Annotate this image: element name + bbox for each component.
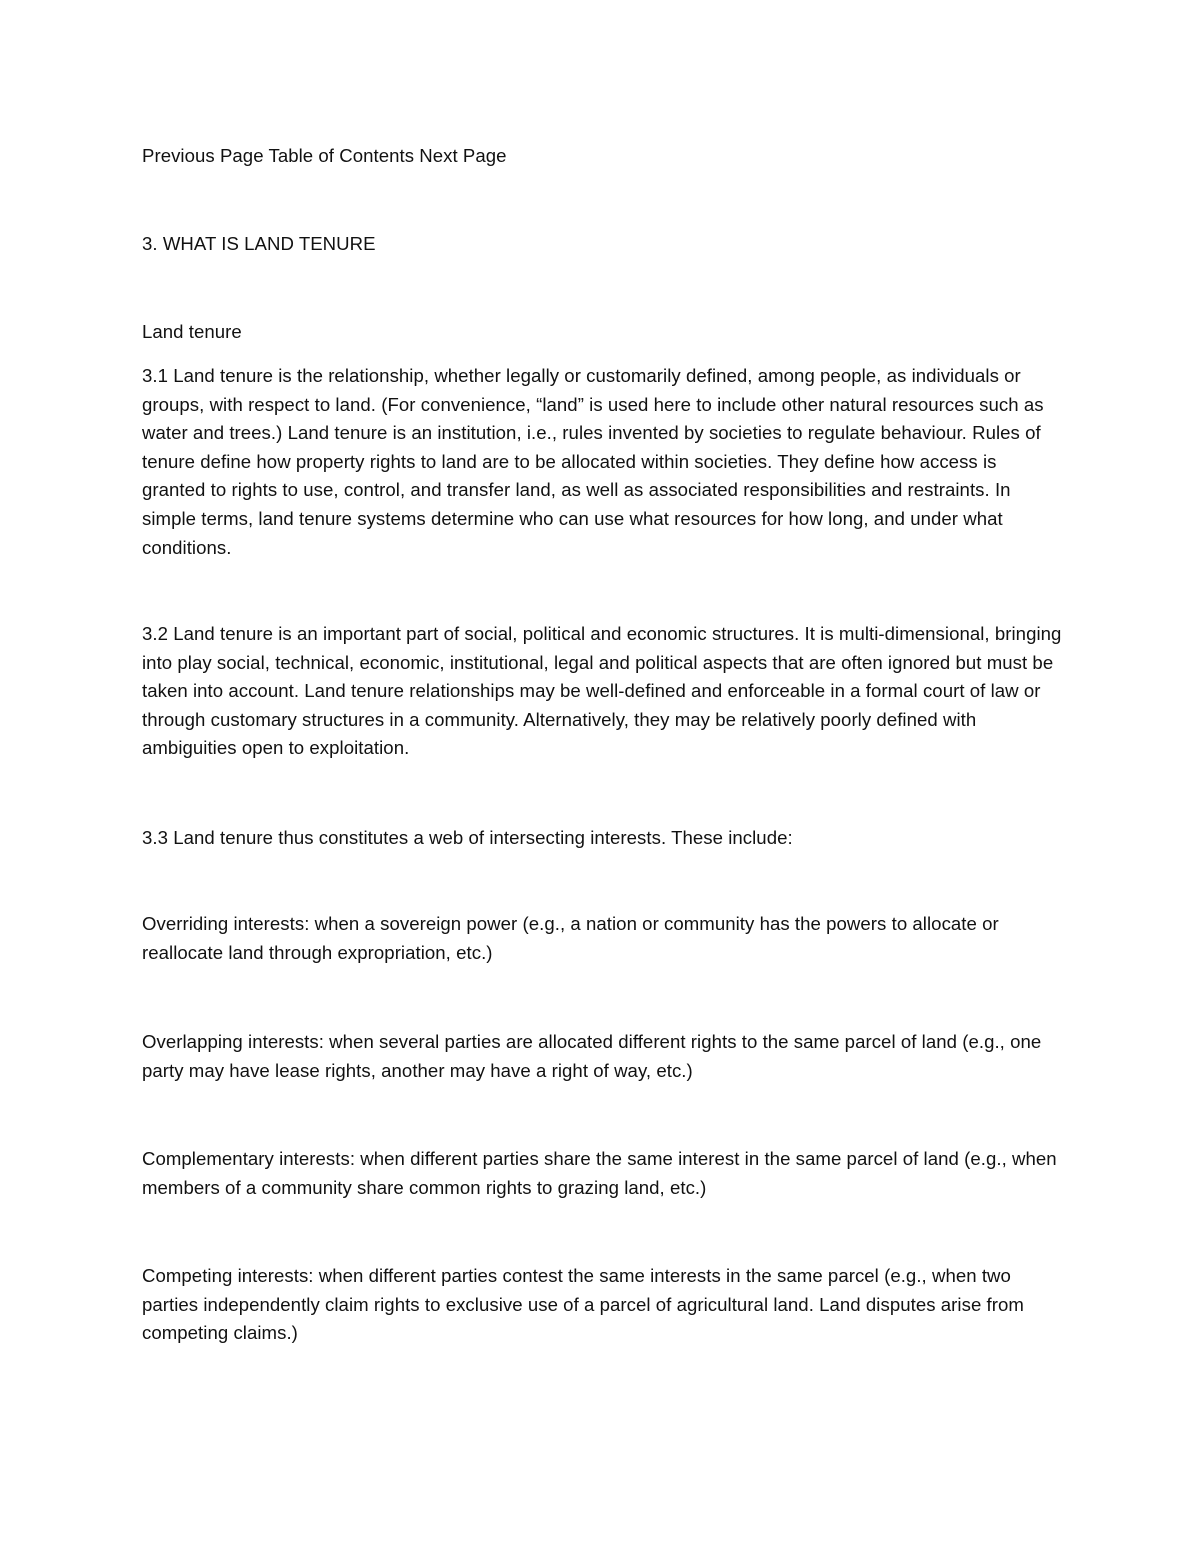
section-heading: 3. WHAT IS LAND TENURE: [142, 233, 376, 254]
paragraph-3-1: 3.1 Land tenure is the relationship, whether legally or customarily defined, among people, as individuals or groups, with respect to land. (For convenience, “land” is used here to include other natural resources such as water and trees.) Land tenure is an institution, i.e., rules invented by societies to regulate behaviour. Rules of tenure define how property rights to land are to be allocated within societies. They define how access is granted to rights to use, control, and transfer land, as well as associated responsibilities and restraints. In simple terms, land tenure systems determine who can use what resources for how long, and under what conditions.: [142, 365, 1044, 558]
page-navigation: [142, 142, 1062, 171]
section-subheading: Land tenure: [142, 321, 242, 342]
complementary-interests-paragraph: Complementary interests: when different parties share the same interest in the same parcel of land (e.g., when members of a community share common rights to grazing land, etc.): [142, 1148, 1057, 1198]
paragraph-3-3: 3.3 Land tenure thus constitutes a web of intersecting interests. These include:: [142, 827, 793, 848]
previous-page-link[interactable]: Previous Page: [142, 145, 264, 166]
paragraph-3-2: 3.2 Land tenure is an important part of social, political and economic structures. It is multi-dimensional, bringing into play social, technical, economic, institutional, legal and political aspects that are often ignored but must be taken into account. Land tenure relationships may be well-defined and enforceable in a formal court of law or through customary structures in a community. Alternatively, they may be relatively poorly defined with ambiguities open to exploitation.: [142, 623, 1062, 759]
table-of-contents-link[interactable]: Table of Contents: [268, 145, 415, 166]
overlapping-interests-paragraph: Overlapping interests: when several parties are allocated different rights to the same parcel of land (e.g., one party may have lease rights, another may have a right of way, etc.): [142, 1031, 1042, 1081]
overriding-interests-paragraph: Overriding interests: when a sovereign power (e.g., a nation or community has the powers to allocate or reallocate land through expropriation, etc.): [142, 913, 999, 963]
next-page-link[interactable]: Next Page: [419, 145, 507, 166]
competing-interests-paragraph: Competing interests: when different parties contest the same interests in the same parcel (e.g., when two parties independently claim rights to exclusive use of a parcel of agricultural land. Land disputes arise from competing claims.): [142, 1265, 1024, 1344]
